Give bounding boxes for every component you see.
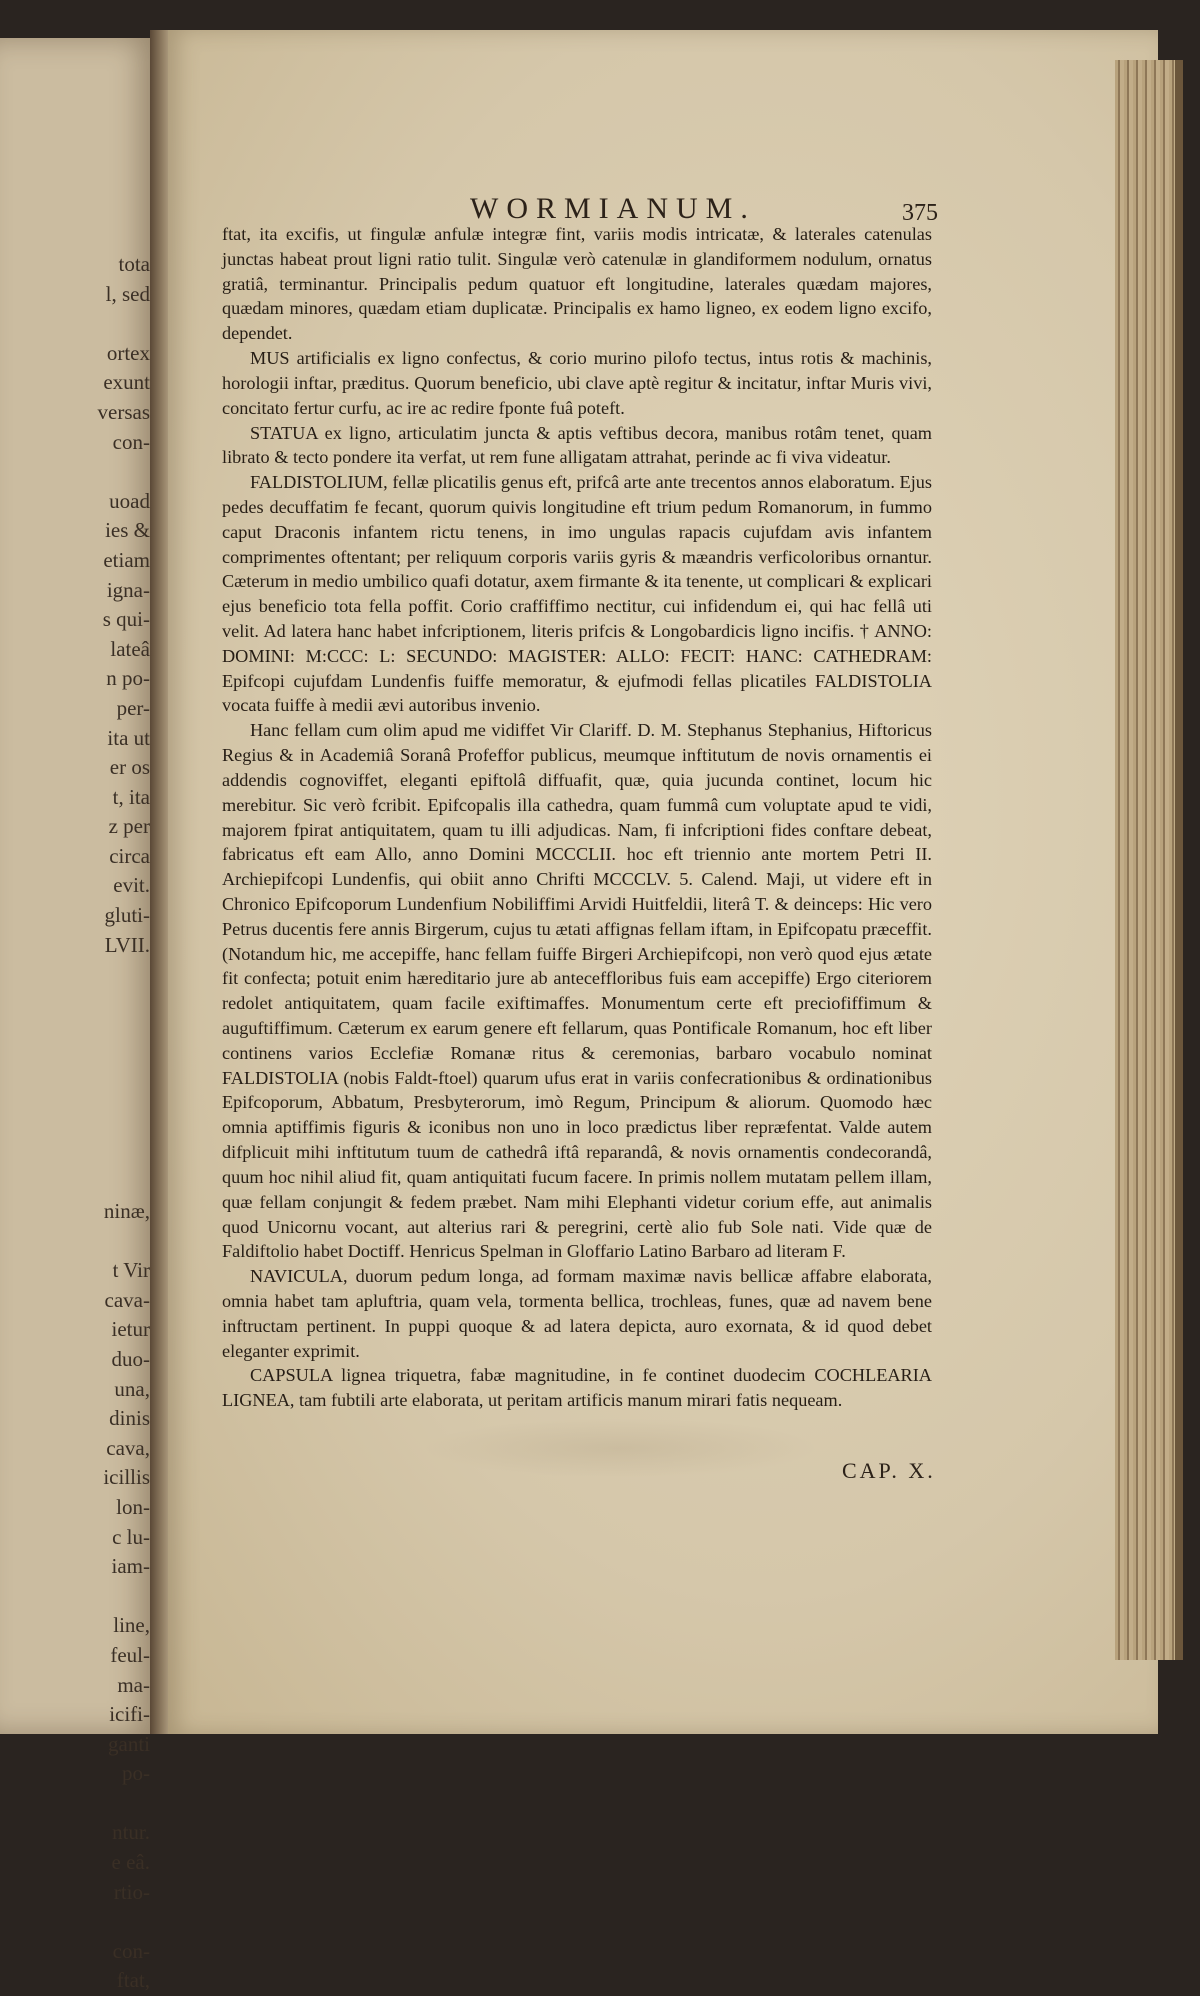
paragraph: ftat, ita excifis, ut fingulæ anfulæ integræ fint, variis modis intricatæ, & laterales catenulas junctas habeat prout ligni ratio tulit. Singulæ verò catenulæ in glandiformem nodulum, ornatus gratiâ, terminantur. Principalis pedum quatuor eft longitudine, laterales quædam majores, quædam minores, quædam etiam duplicatæ. Principalis ex hamo ligneo, ex eodem ligno excifo, dependet.	[222, 224, 932, 344]
left-fragment-line: icillis	[103, 1465, 150, 1490]
left-fragment-line: ftat,	[116, 1968, 150, 1993]
left-fragment-line	[0, 990, 150, 1020]
left-fragment-line	[0, 1227, 150, 1257]
paragraph: MUS artificialis ex ligno confectus, & corio murino pilofo tectus, intus rotis & machinis, horologii inftar, præditus. Quorum beneficio, ubi clave aptè regitur & incitatur, inftar Muris vivi, concitato fertur curfu, ac ire ac redire fponte fuâ poteft.	[222, 348, 932, 418]
catchword: CAP. X.	[842, 1458, 936, 1483]
left-fragment-line: una,	[114, 1376, 150, 1401]
left-fragment-line: LVII.	[104, 932, 150, 957]
left-fragment-line: po-	[122, 1761, 150, 1786]
left-fragment-line	[0, 457, 150, 487]
page-number: 375	[902, 200, 938, 226]
left-fragment-line	[0, 1079, 150, 1109]
page-edges	[1115, 60, 1183, 1660]
left-fragment-line: l, sed	[105, 281, 150, 306]
left-fragment-line	[0, 1049, 150, 1079]
left-fragment-line: igna-	[106, 577, 150, 602]
left-fragment-line: s qui-	[102, 607, 150, 632]
left-fragment-line: ita ut	[107, 725, 150, 750]
left-fragment-line: ortex	[106, 340, 150, 365]
left-fragment-line: t, ita	[112, 784, 150, 809]
left-fragment-line: er os	[109, 755, 150, 780]
paragraph: CAPSULA lignea triquetra, fabæ magnitudine, in fe continet duodecim COCHLEARIA LIGNEA, tam fubtili arte elaborata, ut peritam artificis manum mirari fatis nequeam.	[222, 1365, 932, 1411]
running-head: WORMIANUM.	[470, 192, 756, 225]
left-fragment-line: lateâ	[110, 636, 150, 661]
left-fragment-line: icifi-	[109, 1702, 150, 1727]
left-fragment-line: etiam	[103, 547, 150, 572]
paragraph: NAVICULA, duorum pedum longa, ad formam maximæ navis bellicæ affabre elaborata, omnia habet tam apluftria, quam vela, tormenta bellica, trochleas, funes, quæ ad navem bene inftructam pertinent. In puppi quoque & ad latera depicta, auro exornata, & id quod debet eleganter exprimit.	[222, 1266, 932, 1361]
left-fragment-line: circa	[109, 843, 150, 868]
left-fragment-line: ma-	[117, 1672, 150, 1697]
left-fragment-line	[0, 960, 150, 990]
left-fragment-line	[0, 1138, 150, 1168]
left-fragment-line: cava,	[106, 1435, 150, 1460]
left-fragment-line: evit.	[113, 873, 150, 898]
left-fragment-line: per-	[116, 695, 150, 720]
left-fragment-line	[0, 1108, 150, 1138]
left-fragment-line: lon-	[116, 1494, 150, 1519]
paragraph: FALDISTOLIUM, fellæ plicatilis genus eft, prifcâ arte ante trecentos annos elaboratum. Ejus pedes decuffatim fe fecant, quorum quivis longitudine eft trium pedum Romanorum, in fummo caput Draconis infantem rictu tenens, in imo ungulas rapacis cujufdam avis infantem comprimentes oftentant; per reliquum corporis variis gyris & mæandris verficoloribus ornantur. Cæterum in medio umbilico quafi dotatur, axem firmante & ita tenente, ut complicari & explicari ejus beneficio tota fella poffit. Corio craffiffimo nectitur, cui infidendum ei, qui hac fellâ uti velit. Ad latera hanc habet infcriptionem, literis prifcis & Longobardicis ligno incifis. † ANNO: DOMINI: M:CCC: L: SECUNDO: MAGISTER: ALLO: FECIT: HANC: CATHEDRAM: Epifcopi cujufdam Lundenfis fuiffe memoratur, & ejufmodi fellas plicatiles FALDISTOLIA vocata fuiffe à medii ævi autoribus invenio.	[222, 472, 932, 716]
left-fragment-line: ies &	[105, 518, 150, 543]
left-fragment-line: rtio-	[113, 1879, 150, 1904]
left-fragment-line	[0, 1167, 150, 1197]
left-fragment-line: c lu-	[112, 1524, 150, 1549]
left-fragment-line: con-	[112, 1938, 150, 1963]
left-fragment-line: t Vir	[112, 1258, 150, 1283]
left-page-text-fragments	[0, 250, 150, 1996]
left-fragment-line: duo-	[111, 1346, 150, 1371]
left-fragment-line: ntur.	[112, 1820, 150, 1845]
left-fragment-line: z per	[108, 814, 150, 839]
left-fragment-line	[0, 1019, 150, 1049]
left-fragment-line: ninæ,	[103, 1199, 150, 1223]
left-fragment-line: n po-	[106, 666, 150, 691]
left-fragment-line: versas	[97, 399, 150, 424]
left-fragment-line: e eâ.	[111, 1850, 150, 1875]
left-fragment-line: iam-	[111, 1554, 150, 1579]
left-fragment-line	[0, 1582, 150, 1612]
left-fragment-line: cava-	[104, 1287, 150, 1312]
ink-show-through	[420, 1418, 820, 1478]
left-fragment-line	[0, 1907, 150, 1937]
left-fragment-line: dinis	[109, 1406, 150, 1431]
paragraph: STATUA ex ligno, articulatim juncta & aptis veftibus decora, manibus rotâm tenet, quam librato & tecto pondere ita verfat, ut rem fune alligatam attrahat, perinde ac fi viva videatur.	[222, 422, 932, 468]
main-text	[222, 222, 932, 1413]
left-fragment-line: ganti	[108, 1731, 150, 1756]
left-fragment-line: gluti-	[104, 903, 150, 928]
left-fragment-line: line,	[113, 1613, 150, 1638]
left-fragment-line: con-	[112, 429, 150, 454]
left-fragment-line: ietur	[111, 1317, 150, 1342]
paragraph: Hanc fellam cum olim apud me vidiffet Vir Clariff. D. M. Stephanus Stephanius, Hiftoricus Regius & in Academiâ Soranâ Profeffor publicus, meumque inftitutum de novis ornamentis ei addendis cognoviffet, eleganti epiftolâ diffuafit, quæ, quia jucunda continet, locum hic merebitur. Sic verò fcribit. Epifcopalis illa cathedra, quam fummâ cum voluptate apud te vidi, majorem fpirat antiquitatem, quam tu illi adjudicas. Nam, fi infcriptioni fides conftare debeat, fabricatus eft eam Allo, anno Domini MCCCLII. hoc eft triennio ante mortem Petri II. Archiepifcopi Lundenfis, qui obiit anno Chrifti MCCCLV. 5. Calend. Maji, ut videre eft in Chronico Epifcoporum Lundenfium Nobiliffimi Arvidi Huitfeldii, literâ T. & deinceps: Hic vero Petrus ducentis fere annis Birgerum, cujus tu ætati affignas fellam iftam, in Epifcopatu præceffit. (Notandum hic, me accepiffe, hanc fellam fuiffe Birgeri Archiepifcopi, non verò quod ejus ætate fit confecta; potuit enim hæreditario jure ab anteceffloribus fuis eam accepiffe) Ergo citeriorem redolet antiquitatem, quam facile exiftimaffes. Monumentum certe eft preciofiffimum & auguftiffimum. Cæterum ex earum genere eft fellarum, quas Pontificale Romanum, hoc eft liber continens varios Ecclefiæ Romanæ ritus & ceremonias, barbaro vocabulo nominat FALDISTOLIA (nobis Faldt-ftoel) quarum ufus erat in variis confecrationibus & ordinationibus Epifcoporum, Abbatum, Presbyterorum, imò Regum, Principum & aliorum. Quomodo hæc omnia aptiffimis figuris & iconibus non uno in loco prædictus liber repræfentat. Valde autem difplicuit mihi inftitutum tuum de cathedrâ iftâ reparandâ, & novis ornamentis condecorandâ, quum hoc nihil aliud fit, quam antiquitati fucum facere. In primis nollem mutatam pellem illam, quæ fellam conjungit & fedem præbet. Nam mihi Elephanti videtur corium effe, aut animalis quod Unicornu vocant, aut alterius rari & peregrini, certè alio fub Sole nati. Vide quæ de Faldiftolio habet Doctiff. Henricus Spelman in Gloffario Latino Barbaro ad literam F.	[222, 720, 932, 1262]
left-fragment-line: exunt	[103, 370, 150, 395]
left-fragment-line	[0, 309, 150, 339]
left-fragment-line: uoad	[109, 488, 150, 513]
left-page	[0, 38, 160, 1993]
left-fragment-line: feul-	[110, 1642, 150, 1667]
left-fragment-line: tota	[118, 252, 150, 276]
left-fragment-line	[0, 1789, 150, 1819]
